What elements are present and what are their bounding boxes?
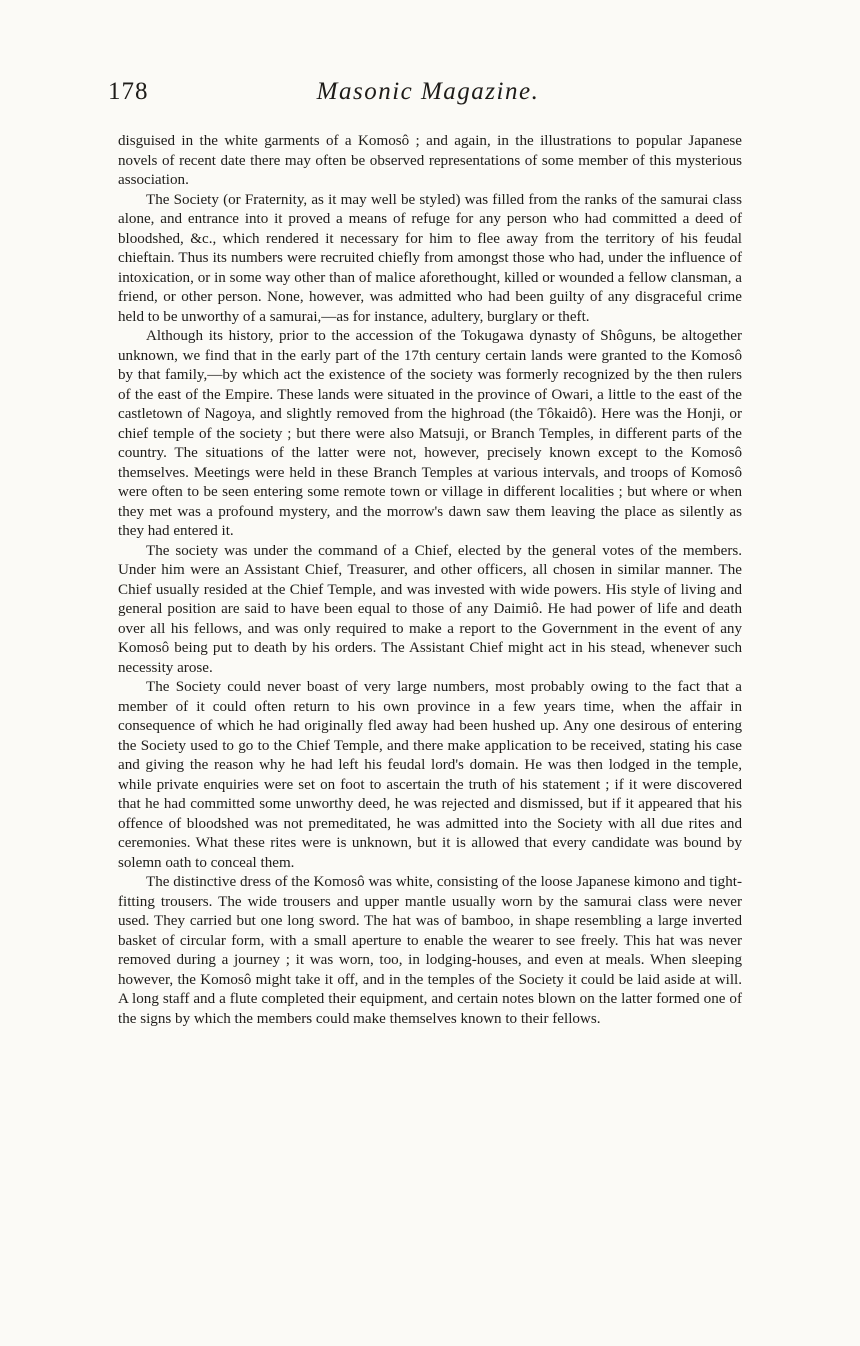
paragraph-society-refuge: The Society (or Fraternity, as it may well be styled) was filled from the ranks of the samurai class alone, and entrance into it proved a means of refuge for any person who had committed a deed of bloodshed, &c., which rendered it necessary for him to flee away from the territory of his feudal chieftain. Thus its numbers were recruited chiefly from amongst those who had, under the influence of intoxication, or in some way other than of malice aforethought, killed or wounded a fellow clansman, a friend, or other person. None, however, was admitted who had been guilty of any disgraceful crime held to be unworthy of a samurai,—as for instance, adultery, burglary or theft. bbox=[118, 191, 742, 325]
paragraph-dress: The distinctive dress of the Komosô was white, consisting of the loose Japanese kimono and tight-fitting trousers. The wide trousers and upper mantle usually worn by the samurai class were never used. They carried but one long sword. The hat was of bamboo, in shape resembling a large inverted basket of circular form, with a small aperture to enable the wearer to see freely. This hat was never removed during a journey ; it was worn, too, in lodging-houses, and even at meals. When sleeping however, the Komosô might take it off, and in the temples of the Society it could be laid aside at will. A long staff and a flute completed their equipment, and certain notes blown on the latter formed one of the signs by which the members could make themselves known to their fellows. bbox=[118, 874, 742, 1027]
journal-title: Masonic Magazine. bbox=[316, 78, 540, 105]
paragraph-membership: The Society could never boast of very large numbers, most probably owing to the fact that a member of it could often return to his own province in a few years time, when the affair in consequence of which he had originally fled away had been hushed up. Any one desirous of entering the Society used to go to the Chief Temple, and there make application to be received, stating his case and giving the reason why he had left his feudal lord's domain. He was then lodged in the temple, while private enquiries were set on foot to ascertain the truth of his statement ; if it were discovered that he had committed some unworthy deed, he was rejected and dismissed, but if it appeared that his offence of bloodshed was not premeditated, he was admitted into the Society with all due rites and ceremonies. What these rites were is unknown, but it is allowed that every candidate was bound by solemn oath to conceal them. bbox=[118, 679, 742, 871]
paragraph-chief-command: The society was under the command of a Chief, elected by the general votes of the members. Under him were an Assistant Chief, Treasurer, and other officers, all chosen in similar manner. The Chief usually resided at the Chief Temple, and was invested with wide powers. His style of living and general position are said to have been equal to those of any Daimiô. He had power of life and death over all his fellows, and was only required to make a report to the Government in the event of any Komosô being put to death by his orders. The Assistant Chief might act in his stead, whenever such necessity arose. bbox=[118, 542, 742, 676]
page-number: 178 bbox=[108, 78, 149, 105]
running-head bbox=[108, 78, 748, 112]
paragraph-continuation: disguised in the white garments of a Komosô ; and again, in the illustrations to popular Japanese novels of recent date there may often be observed representations of some member of this mysterious association. bbox=[118, 133, 742, 188]
article-body bbox=[118, 132, 742, 1029]
paragraph-history-lands: Although its history, prior to the accession of the Tokugawa dynasty of Shôguns, be altogether unknown, we find that in the early part of the 17th century certain lands were granted to the Komosô by that family,—by which act the existence of the society was formerly recognized by the then rulers of the east of the Empire. These lands were situated in the province of Owari, a little to the east of the castletown of Nagoya, and slightly removed from the highroad (the Tôkaidô). Here was the Honji, or chief temple of the society ; but there were also Matsuji, or Branch Temples, in different parts of the country. The situations of the latter were not, however, precisely known except to the Komosô themselves. Meetings were held in these Branch Temples at various intervals, and troops of Komosô were often to be seen entering some remote town or village in different localities ; but where or when they met was a profound mystery, and the morrow's dawn saw them leaving the place as silently as they had entered it. bbox=[118, 328, 742, 539]
